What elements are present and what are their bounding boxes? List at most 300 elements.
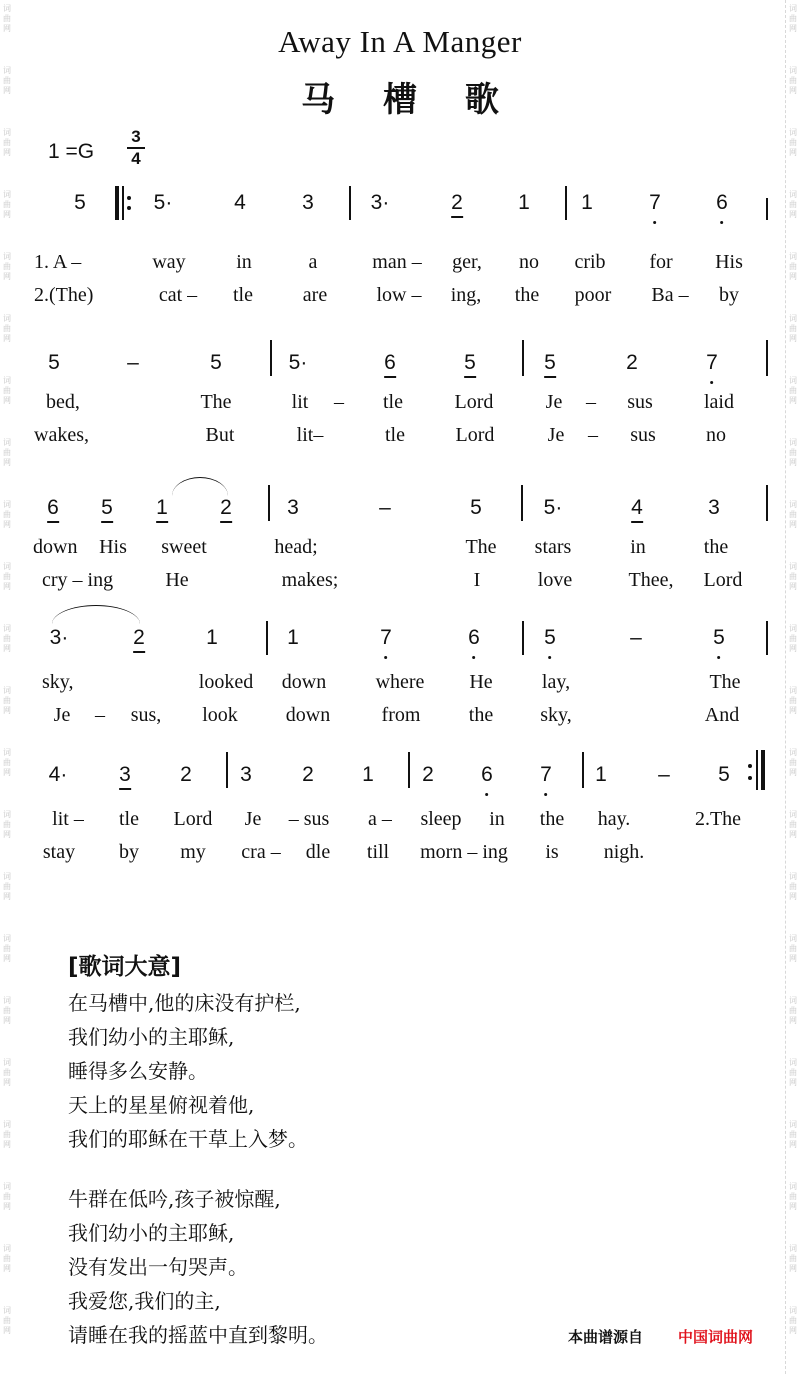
watermark-char: 词 [789,438,797,447]
watermark-char: 网 [789,1140,797,1149]
lyric-verse2: cat – [158,284,198,306]
lyric-verse1: the [539,808,565,830]
lyric-verse1: sweet [161,536,207,558]
barline [766,485,768,521]
watermark-char: 曲 [789,696,797,705]
meaning-line: 牛群在低吟,孩子被惊醒, [68,1187,281,1211]
lyric-verse1: head; [274,536,318,558]
lyric-verse1: Je [545,391,563,413]
watermark-unit [3,868,11,930]
note-dash: – [630,626,642,649]
watermark-char: 词 [3,1120,11,1129]
watermark-char: 词 [3,376,11,385]
barline [766,621,768,655]
watermark-char: 词 [789,66,797,75]
watermark-char: 网 [3,458,11,467]
lyric-verse2: low – [376,284,422,306]
title-chinese: 马 槽 歌 [301,80,517,120]
lyric-verse1: His [99,536,127,558]
lyric-verse2: sky, [540,704,572,726]
lyric-verse2: are [302,284,328,306]
watermark-char: 词 [789,128,797,137]
meaning-line: 睡得多么安静。 [68,1059,208,1083]
watermark-char: 曲 [789,76,797,85]
lyric-verse2: wakes, [34,424,89,446]
watermark-char: 曲 [3,1130,11,1139]
lyric-verse2: till [366,841,390,863]
watermark-char: 网 [789,334,797,343]
note: 2 [220,495,232,523]
watermark-char: 网 [789,148,797,157]
watermark-unit [3,682,11,744]
note: 7 [380,626,392,649]
lyric-verse1: looked [198,671,254,693]
lyric-verse1: stars [534,536,572,558]
lyric-verse2: Je [53,704,71,726]
watermark-char: 词 [3,500,11,509]
watermark-char: 曲 [3,572,11,581]
watermark-char: 曲 [789,1192,797,1201]
note: 6 [384,350,396,378]
note: 4 [234,191,246,214]
watermark-char: 网 [789,1016,797,1025]
lyric-verse1: down [33,536,78,558]
time-signature [127,128,145,168]
note-dash: – [379,496,391,519]
lyric-verse2: lit– [296,424,324,446]
watermark-char: 曲 [789,138,797,147]
watermark-unit [3,1178,11,1240]
note: 3 [287,496,299,519]
lyric-verse2: tle [385,424,405,446]
lyric-verse2: ing, [450,284,482,306]
watermark-unit [789,124,797,186]
watermark-unit [3,496,11,558]
watermark-unit [3,1054,11,1116]
lyric-verse1: in [489,808,505,830]
watermark-char: 词 [789,562,797,571]
watermark-char: 词 [789,190,797,199]
lyric-verse1: where [375,671,425,693]
watermark-unit [3,744,11,806]
watermark-char: 曲 [789,510,797,519]
watermark-char: 词 [3,624,11,633]
note: 1 [581,191,593,214]
watermark-char: 网 [789,272,797,281]
watermark-char: 网 [3,1326,11,1335]
watermark-char: 词 [3,1306,11,1315]
barline [522,340,524,376]
note: 7 [706,351,718,374]
lyric-verse2: morn – ing [420,841,508,863]
watermark-unit [3,930,11,992]
lyric-verse2: cra – [241,841,281,863]
watermark-unit [789,620,797,682]
watermark-char: 词 [3,1058,11,1067]
meaning-line: 我们幼小的主耶稣, [68,1025,235,1049]
lyric-verse1: lay, [541,671,571,693]
note: 6 [716,191,728,214]
watermark-unit [3,1302,11,1364]
watermark-char: 网 [3,148,11,157]
watermark-char: 曲 [789,820,797,829]
barline [266,621,268,655]
lyric-verse2: by [119,841,139,863]
watermark-char: 网 [3,86,11,95]
lyric-verse1: hay. [597,808,631,830]
watermark-char: 网 [789,830,797,839]
lyric-verse1: tle [383,391,403,413]
lyric-verse2: I [473,569,481,591]
meaning-line: 请睡在我的摇蓝中直到黎明。 [68,1323,328,1347]
watermark-char: 词 [789,1120,797,1129]
watermark-char: 网 [789,1326,797,1335]
watermark-unit [3,992,11,1054]
watermark-char: 词 [3,686,11,695]
note-dash: – [658,763,670,786]
note: 2 [133,625,145,653]
barline [766,198,768,220]
lyric-verse1: Je [244,808,262,830]
watermark-char: 曲 [789,1006,797,1015]
lyric-verse1: Lord [173,808,213,830]
lyric-verse1: The [709,671,741,693]
note: 3 [708,496,720,519]
source-site-link[interactable]: 中国词曲网 [678,1328,754,1346]
note: 1 [206,626,218,649]
watermark-unit [3,310,11,372]
lyric-verse2: my [180,841,206,863]
watermark-char: 网 [3,210,11,219]
watermark-unit [789,682,797,744]
lyric-verse1: The [465,536,497,558]
watermark-char: 网 [3,1016,11,1025]
watermark-unit [3,558,11,620]
watermark-char: 词 [3,4,11,13]
note: 5 [101,495,113,523]
watermark-char: 网 [789,706,797,715]
lyric-verse1: no [519,251,539,273]
watermark-unit [789,186,797,248]
lyric-verse2: He [165,569,189,591]
note: 5 [464,350,476,378]
lyric-verse2: Thee, [628,569,674,591]
watermark-char: 词 [789,810,797,819]
watermark-char: 曲 [789,944,797,953]
watermark-char: 网 [789,582,797,591]
watermark-char: 曲 [789,386,797,395]
watermark-char: 曲 [3,882,11,891]
watermark-unit [3,1240,11,1302]
note: 3· [49,626,69,649]
lyric-verse2: cry – ing [42,569,114,591]
watermark-char: 词 [3,190,11,199]
note: 1 [156,495,168,523]
watermark-strip-right [786,0,800,1374]
watermark-char: 词 [789,4,797,13]
watermark-char: 曲 [3,138,11,147]
lyric-verse1: in [630,536,646,558]
watermark-unit [789,930,797,992]
watermark-unit [3,372,11,434]
lyric-verse2: is [545,841,559,863]
watermark-char: 网 [3,830,11,839]
lyric-verse1: He [469,671,493,693]
note: 5· [543,496,563,519]
watermark-char: 曲 [789,572,797,581]
note: 1 [287,626,299,649]
watermark-char: 网 [789,458,797,467]
lyric-verse2: sus, [130,704,162,726]
watermark-char: 曲 [3,200,11,209]
lyric-verse2: down [285,704,331,726]
note: 3 [240,763,252,786]
lyric-verse1: the [703,536,729,558]
watermark-char: 曲 [3,1006,11,1015]
lyric-verse1: down [281,671,327,693]
watermark-unit [789,434,797,496]
watermark-char: 网 [789,644,797,653]
watermark-char: 曲 [789,448,797,457]
lyric-verse2: from [381,704,421,726]
note: 4· [48,763,68,786]
note: 5· [153,191,173,214]
lyrics-meaning-heading: [歌词大意] [68,954,182,980]
watermark-char: 网 [3,706,11,715]
lyric-verse2: – [588,424,598,446]
watermark-char: 网 [789,892,797,901]
watermark-char: 网 [3,1202,11,1211]
watermark-char: 词 [3,438,11,447]
note: 6 [468,626,480,649]
source-label: 本曲谱源自 [568,1328,644,1346]
watermark-char: 网 [3,520,11,529]
watermark-char: 网 [3,954,11,963]
watermark-char: 曲 [3,324,11,333]
watermark-char: 词 [789,500,797,509]
watermark-char: 词 [789,996,797,1005]
watermark-char: 曲 [3,1254,11,1263]
watermark-unit [789,1116,797,1178]
barline [268,485,270,521]
watermark-char: 曲 [3,634,11,643]
watermark-unit [789,992,797,1054]
lyric-verse2: sus [630,424,656,446]
lyric-verse2: Lord [455,424,495,446]
watermark-char: 曲 [789,634,797,643]
watermark-char: 词 [3,810,11,819]
lyric-verse2: look [202,704,238,726]
watermark-char: 曲 [3,944,11,953]
watermark-char: 曲 [3,1068,11,1077]
watermark-char: 网 [789,1264,797,1273]
lyric-verse1: His [715,251,743,273]
watermark-char: 词 [789,1058,797,1067]
watermark-char: 词 [789,376,797,385]
lyric-verse2: no [706,424,726,446]
watermark-char: 曲 [789,262,797,271]
lyric-verse1: – [334,391,344,413]
note: 2 [451,190,463,218]
title-english: Away In A Manger [278,24,522,59]
lyric-verse1: Lord [454,391,494,413]
watermark-char: 词 [3,934,11,943]
barline [582,752,584,788]
watermark-char: 曲 [3,510,11,519]
lyric-verse1: laid [704,391,734,413]
watermark-char: 词 [789,934,797,943]
note: 6 [47,495,59,523]
watermark-char: 词 [789,1306,797,1315]
watermark-char: 曲 [3,820,11,829]
time-signature-top: 3 [131,127,141,146]
note: 5 [74,191,86,214]
watermark-char: 曲 [789,1068,797,1077]
note: 3· [370,191,390,214]
lyric-verse1: 2.The [694,808,742,830]
watermark-unit [789,1302,797,1364]
lyric-verse2: poor [574,284,612,306]
lyric-verse2: love [537,569,573,591]
watermark-char: 曲 [3,758,11,767]
note: 3 [119,762,131,790]
time-signature-bottom: 4 [131,149,141,168]
slur [52,605,140,624]
watermark-char: 词 [789,252,797,261]
watermark-char: 词 [3,1182,11,1191]
meaning-line: 没有发出一句哭声。 [68,1255,248,1279]
lyric-verse1: a [308,251,318,273]
watermark-unit [3,186,11,248]
lyric-verse1: sus [627,391,653,413]
watermark-char: 曲 [3,1316,11,1325]
watermark-unit [789,744,797,806]
lyric-verse2: dle [305,841,331,863]
watermark-unit [3,434,11,496]
watermark-char: 词 [3,1244,11,1253]
lyric-verse2: Lord [703,569,743,591]
watermark-char: 网 [789,210,797,219]
watermark-char: 网 [3,582,11,591]
lyric-verse1: man – [372,251,422,273]
meaning-line: 我爱您,我们的主, [68,1289,221,1313]
watermark-char: 词 [789,314,797,323]
watermark-char: 曲 [3,386,11,395]
watermark-char: 词 [789,1244,797,1253]
lyric-verse2: makes; [281,569,339,591]
note: 1 [362,763,374,786]
note: 1 [595,763,607,786]
note: 7 [540,763,552,786]
watermark-char: 曲 [789,758,797,767]
lyric-verse1: lit – [52,808,84,830]
watermark-char: 词 [789,1182,797,1191]
watermark-char: 网 [789,1202,797,1211]
note: 5· [288,351,308,374]
watermark-char: 网 [3,396,11,405]
lyric-verse1: ger, [452,251,482,273]
watermark-char: 词 [3,748,11,757]
watermark-char: 词 [789,872,797,881]
meaning-line: 我们幼小的主耶稣, [68,1221,235,1245]
lyric-verse2: And [704,704,740,726]
watermark-char: 网 [789,396,797,405]
watermark-char: 词 [3,996,11,1005]
lyric-verse1: crib [574,251,606,273]
barline [408,752,410,788]
note: 5 [210,351,222,374]
watermark-char: 网 [789,768,797,777]
watermark-unit [789,372,797,434]
barline [522,621,524,655]
watermark-unit [789,1240,797,1302]
watermark-char: 词 [3,562,11,571]
key-signature: 1 =G [48,140,95,163]
lyric-verse1: lit [291,391,309,413]
watermark-char: 网 [3,334,11,343]
lyric-verse2: stay [42,841,76,863]
watermark-unit [3,806,11,868]
watermark-unit [789,496,797,558]
watermark-char: 网 [3,1140,11,1149]
lyric-verse1: way [152,251,186,273]
watermark-unit [3,248,11,310]
lyric-verse1: bed, [46,391,80,413]
watermark-char: 曲 [789,1130,797,1139]
note: 5 [544,350,556,378]
watermark-char: 网 [3,1078,11,1087]
lyric-verse2: But [205,424,235,446]
watermark-unit [3,1116,11,1178]
lyric-verse1: 1. A – [34,251,82,273]
note: 2 [302,763,314,786]
watermark-char: 词 [3,66,11,75]
lyric-verse1: a – [368,808,392,830]
lyric-verse1: – sus [288,808,330,830]
barline [521,485,523,521]
watermark-char: 词 [3,252,11,261]
note: 5 [544,626,556,649]
lyric-verse2: Ba – [651,284,689,306]
watermark-unit [3,124,11,186]
watermark-char: 网 [789,24,797,33]
lyric-verse1: sleep [420,808,462,830]
lyric-verse2: the [468,704,494,726]
watermark-char: 曲 [3,1192,11,1201]
watermark-char: 曲 [789,324,797,333]
watermark-char: 网 [789,1078,797,1087]
lyric-verse2: – [95,704,105,726]
watermark-char: 词 [789,624,797,633]
watermark-char: 曲 [789,1316,797,1325]
barline [349,186,351,220]
lyric-verse2: by [719,284,739,306]
watermark-char: 词 [789,686,797,695]
watermark-char: 词 [3,314,11,323]
watermark-char: 网 [3,24,11,33]
lyric-verse2: the [514,284,540,306]
watermark-char: 曲 [3,696,11,705]
watermark-char: 网 [3,1264,11,1273]
watermark-char: 网 [789,954,797,963]
lyric-verse1: for [649,251,673,273]
watermark-char: 曲 [789,1254,797,1263]
meaning-line: 我们的耶稣在干草上入梦。 [68,1127,308,1151]
watermark-strip-left [0,0,14,1374]
barline [226,752,228,788]
watermark-unit [789,1178,797,1240]
watermark-char: 曲 [789,882,797,891]
